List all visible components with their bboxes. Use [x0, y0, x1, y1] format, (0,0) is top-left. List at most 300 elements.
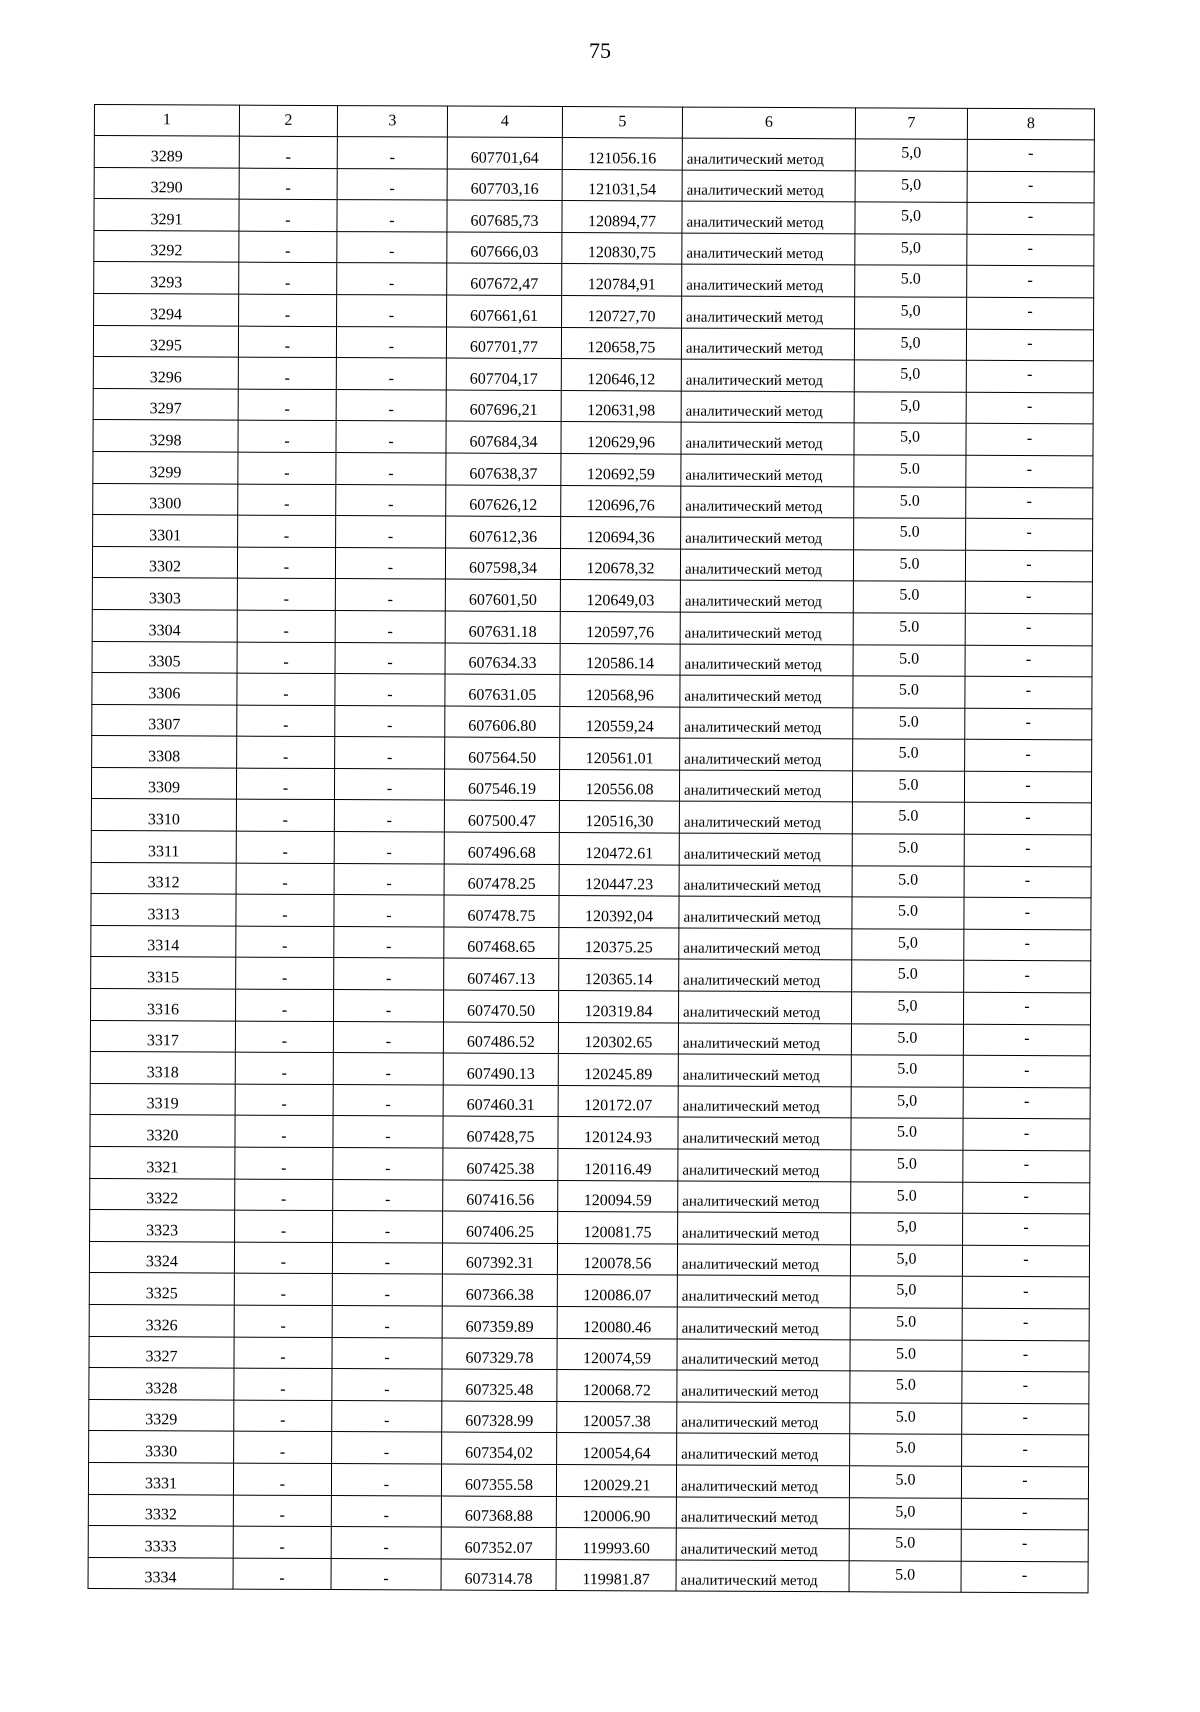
- col3-cell-text: -: [388, 433, 394, 451]
- y-coordinate-cell-text: 120392,04: [584, 907, 653, 926]
- method-cell: [679, 770, 852, 802]
- col3-cell-text: -: [384, 1223, 391, 1241]
- x-coordinate-cell: [447, 169, 562, 201]
- col8-cell-text: -: [1022, 1440, 1028, 1458]
- y-coordinate-cell-text: 120692,59: [586, 465, 655, 483]
- point-number-cell: [92, 673, 237, 705]
- point-number-cell-text: 3322: [146, 1190, 179, 1208]
- x-coordinate-cell-text: 607703,16: [470, 180, 539, 199]
- col2-cell: [237, 578, 335, 610]
- col3-cell: [334, 958, 444, 990]
- accuracy-cell: [849, 1561, 961, 1593]
- table-row: [90, 1210, 1090, 1246]
- col2-cell: [233, 1526, 331, 1558]
- point-number-cell-text: 3316: [147, 1000, 180, 1019]
- table-header-row: [94, 105, 1094, 140]
- x-coordinate-cell-text: 607467.13: [467, 970, 536, 988]
- col3-cell: [332, 1242, 442, 1274]
- col8-cell-text: -: [1023, 1093, 1030, 1111]
- x-coordinate-cell-text: 607470.50: [467, 1002, 536, 1020]
- x-coordinate-cell-text: 607546.19: [467, 781, 537, 799]
- col3-cell-text: -: [387, 528, 394, 546]
- accuracy-cell: [850, 1403, 962, 1435]
- y-coordinate-cell: [559, 896, 679, 928]
- y-coordinate-cell-text: 120631,98: [587, 402, 656, 420]
- point-number-cell: [90, 1083, 235, 1115]
- x-coordinate-cell-text: 607496.68: [467, 844, 536, 862]
- col3-cell-text: -: [388, 370, 394, 388]
- col3-cell: [337, 263, 447, 295]
- col3-cell: [337, 295, 447, 327]
- method-cell-text: аналитический метод: [685, 498, 823, 516]
- col2-cell-text: -: [281, 1064, 287, 1082]
- y-coordinate-cell: [557, 1433, 677, 1465]
- accuracy-cell: [852, 865, 964, 897]
- x-coordinate-cell: [442, 1338, 557, 1370]
- col2-cell-text: -: [279, 1475, 286, 1493]
- x-coordinate-cell: [446, 516, 561, 548]
- accuracy-cell: [849, 1529, 961, 1561]
- col2-cell: [238, 326, 336, 358]
- col2-cell-text: -: [281, 1191, 287, 1209]
- col2-cell: [239, 231, 337, 263]
- point-number-cell-text: 3293: [150, 274, 183, 292]
- col8-cell: [967, 234, 1094, 266]
- method-cell: [682, 201, 855, 233]
- col2-cell-text: -: [283, 559, 290, 577]
- table-row: [90, 1146, 1090, 1182]
- y-coordinate-cell: [559, 959, 679, 991]
- col2-cell-text: -: [281, 1127, 287, 1145]
- x-coordinate-cell-text: 607368.88: [464, 1507, 533, 1526]
- table-row: [91, 831, 1091, 867]
- accuracy-cell: [854, 455, 966, 487]
- table-row: [90, 1020, 1090, 1056]
- col2-cell: [238, 484, 336, 516]
- point-number-cell: [93, 483, 238, 515]
- point-number-cell-text: 3329: [145, 1411, 178, 1429]
- point-number-cell: [94, 293, 239, 325]
- x-coordinate-cell: [442, 1243, 557, 1275]
- col2-cell: [238, 420, 336, 452]
- col8-cell: [962, 1371, 1089, 1403]
- col8-cell: [964, 929, 1091, 961]
- y-coordinate-cell-text: 120678,32: [586, 560, 655, 578]
- col3-cell-text: -: [387, 622, 393, 640]
- x-coordinate-cell-text: 607314.78: [464, 1570, 533, 1589]
- col8-cell: [967, 171, 1094, 203]
- accuracy-cell-text: 5.0: [898, 807, 919, 826]
- col8-cell: [967, 297, 1094, 329]
- col3-cell: [337, 168, 447, 200]
- col8-cell: [967, 139, 1094, 171]
- x-coordinate-cell: [444, 958, 559, 990]
- accuracy-cell: [854, 518, 966, 550]
- point-number-cell-text: 3300: [149, 495, 182, 513]
- col8-cell: [965, 582, 1092, 614]
- method-cell-text: аналитический метод: [685, 403, 823, 421]
- x-coordinate-cell-text: 607490.13: [466, 1065, 535, 1083]
- accuracy-cell: [852, 802, 964, 834]
- col2-cell-text: -: [280, 1380, 286, 1398]
- x-coordinate-cell: [443, 1148, 558, 1180]
- point-number-cell: [91, 799, 236, 831]
- col2-cell: [234, 1273, 332, 1305]
- point-number-cell: [92, 704, 237, 736]
- accuracy-cell: [853, 739, 965, 771]
- method-cell-text: аналитический метод: [685, 467, 823, 484]
- header-col-7: 7: [855, 108, 967, 139]
- col8-cell-text: -: [1027, 176, 1034, 194]
- method-cell: [678, 1054, 851, 1086]
- y-coordinate-cell-text: 120029.21: [582, 1476, 651, 1494]
- col8-cell: [965, 740, 1092, 772]
- x-coordinate-cell-text: 607564.50: [468, 749, 537, 767]
- col8-cell-text: -: [1026, 492, 1032, 510]
- accuracy-cell: [854, 392, 966, 424]
- point-number-cell: [93, 325, 238, 357]
- method-cell: [678, 1149, 851, 1181]
- accuracy-cell: [850, 1371, 962, 1403]
- col3-cell: [336, 326, 446, 358]
- col2-cell-text: -: [282, 843, 288, 861]
- point-number-cell: [94, 199, 239, 231]
- accuracy-cell-text: 5.0: [895, 1376, 916, 1394]
- col2-cell-text: -: [283, 685, 289, 703]
- col3-cell: [336, 421, 446, 453]
- accuracy-cell: [850, 1245, 962, 1277]
- col3-cell: [336, 484, 446, 516]
- y-coordinate-cell: [558, 1085, 678, 1117]
- x-coordinate-cell: [446, 390, 561, 422]
- col2-cell-text: -: [282, 748, 289, 766]
- point-number-cell-text: 3326: [145, 1316, 178, 1334]
- col2-cell-text: -: [283, 527, 290, 545]
- col2-cell: [236, 768, 334, 800]
- accuracy-cell-text: 5.0: [900, 270, 921, 288]
- col3-cell-text: -: [387, 685, 393, 703]
- method-cell: [679, 865, 852, 897]
- table-row: [91, 799, 1091, 835]
- accuracy-cell: [850, 1276, 962, 1308]
- col8-cell-text: -: [1023, 1124, 1030, 1142]
- accuracy-cell: [852, 929, 964, 961]
- col3-cell: [331, 1558, 441, 1590]
- col8-cell: [963, 1087, 1090, 1119]
- method-cell: [677, 1307, 850, 1339]
- accuracy-cell-text: 5,0: [901, 176, 922, 194]
- method-cell: [677, 1339, 850, 1371]
- y-coordinate-cell-text: 120696,76: [586, 497, 655, 515]
- accuracy-cell: [855, 170, 967, 202]
- x-coordinate-cell-text: 607638,37: [469, 465, 538, 483]
- col8-cell-text: -: [1022, 1409, 1028, 1427]
- col8-cell-text: -: [1023, 1282, 1029, 1300]
- col3-cell-text: -: [384, 1412, 390, 1430]
- x-coordinate-cell: [441, 1496, 556, 1528]
- col2-cell: [238, 389, 336, 421]
- col8-cell-text: -: [1021, 1567, 1028, 1585]
- point-number-cell: [91, 989, 236, 1021]
- x-coordinate-cell: [446, 358, 561, 390]
- accuracy-cell-text: 5,0: [896, 1281, 917, 1299]
- point-number-cell-text: 3320: [146, 1127, 179, 1145]
- col2-cell-text: -: [280, 1412, 286, 1430]
- y-coordinate-cell: [560, 675, 680, 707]
- method-cell-text: аналитический метод: [684, 751, 822, 769]
- col2-cell: [233, 1558, 331, 1590]
- col2-cell-text: -: [285, 243, 291, 261]
- col2-cell: [236, 863, 334, 895]
- accuracy-cell-text: 5.0: [896, 1187, 917, 1205]
- col8-cell: [965, 613, 1092, 645]
- point-number-cell: [92, 736, 237, 768]
- accuracy-cell: [851, 1087, 963, 1119]
- method-cell: [680, 707, 853, 739]
- col3-cell-text: -: [384, 1254, 391, 1272]
- x-coordinate-cell: [445, 548, 560, 580]
- x-coordinate-cell: [444, 832, 559, 864]
- x-coordinate-cell: [445, 706, 560, 738]
- table-row: [89, 1241, 1089, 1277]
- y-coordinate-cell-text: 120081.75: [583, 1223, 652, 1242]
- point-number-cell-text: 3292: [150, 242, 183, 260]
- table-row: [90, 1178, 1090, 1214]
- point-number-cell-text: 3313: [147, 906, 180, 924]
- accuracy-cell: [855, 234, 967, 266]
- col3-cell: [336, 358, 446, 390]
- accuracy-cell-text: 5.0: [899, 492, 920, 510]
- accuracy-cell-text: 5.0: [896, 1155, 917, 1173]
- y-coordinate-cell: [562, 232, 682, 264]
- header-col-1: 1: [94, 105, 239, 137]
- x-coordinate-cell: [447, 263, 562, 295]
- col2-cell-text: -: [282, 875, 288, 893]
- col8-cell-text: -: [1023, 1156, 1030, 1174]
- col2-cell-text: -: [283, 653, 289, 671]
- point-number-cell-text: 3327: [145, 1348, 178, 1366]
- accuracy-cell-text: 5.0: [898, 744, 919, 762]
- x-coordinate-cell: [443, 1180, 558, 1212]
- method-cell: [678, 1117, 851, 1149]
- x-coordinate-cell: [443, 1211, 558, 1243]
- col8-cell-text: -: [1025, 808, 1031, 826]
- y-coordinate-cell-text: 120375.25: [584, 939, 653, 957]
- point-number-cell: [94, 167, 239, 199]
- col8-cell: [962, 1308, 1089, 1340]
- method-cell: [680, 580, 853, 612]
- col8-cell: [962, 1435, 1089, 1467]
- col2-cell: [233, 1495, 331, 1527]
- col8-cell: [966, 487, 1093, 519]
- x-coordinate-cell: [442, 1432, 557, 1464]
- col8-cell: [963, 1056, 1090, 1088]
- col3-cell: [336, 389, 446, 421]
- accuracy-cell-text: 5.0: [898, 871, 919, 889]
- method-cell-text: аналитический метод: [686, 309, 824, 326]
- header-col-2: 2: [239, 105, 337, 136]
- col8-cell-text: -: [1023, 1251, 1029, 1269]
- y-coordinate-cell: [561, 485, 681, 517]
- col3-cell-text: -: [384, 1381, 390, 1399]
- accuracy-cell: [853, 550, 965, 582]
- col8-cell-text: -: [1026, 619, 1032, 637]
- y-coordinate-cell: [561, 453, 681, 485]
- table-row: [90, 1115, 1090, 1151]
- col2-cell-text: -: [284, 369, 290, 387]
- point-number-cell-text: 3306: [148, 684, 181, 703]
- y-coordinate-cell-text: 120365.14: [584, 971, 653, 989]
- table-row: [88, 1557, 1088, 1593]
- point-number-cell: [93, 420, 238, 452]
- col3-cell-text: -: [385, 1001, 392, 1019]
- col8-cell: [964, 898, 1091, 930]
- method-cell-text: аналитический метод: [680, 1509, 818, 1527]
- table-row: [89, 1431, 1089, 1467]
- y-coordinate-cell: [556, 1464, 676, 1496]
- col2-cell: [239, 263, 337, 295]
- point-number-cell-text: 3332: [144, 1506, 177, 1524]
- col3-cell: [332, 1369, 442, 1401]
- method-cell: [681, 422, 854, 454]
- col2-cell-text: -: [285, 180, 291, 198]
- table-row: [92, 641, 1092, 677]
- col3-cell: [332, 1306, 442, 1338]
- col3-cell: [335, 579, 445, 611]
- accuracy-cell-text: 5.0: [896, 1345, 917, 1363]
- col8-cell-text: -: [1022, 1345, 1029, 1363]
- col8-cell-text: -: [1022, 1535, 1028, 1553]
- method-cell: [676, 1465, 849, 1497]
- point-number-cell: [90, 1052, 235, 1084]
- accuracy-cell-text: 5,0: [900, 334, 921, 352]
- table-row: [89, 1304, 1089, 1340]
- col2-cell: [236, 894, 334, 926]
- col2-cell-text: -: [279, 1570, 285, 1588]
- col8-cell: [965, 708, 1092, 740]
- method-cell: [682, 170, 855, 202]
- x-coordinate-cell: [444, 864, 559, 896]
- col2-cell-text: -: [280, 1348, 286, 1367]
- col8-cell-text: -: [1025, 840, 1031, 858]
- col8-cell-text: -: [1027, 208, 1034, 226]
- method-cell-text: аналитический метод: [683, 783, 822, 800]
- col2-cell-text: -: [280, 1254, 287, 1272]
- col3-cell: [333, 1179, 443, 1211]
- point-number-cell-text: 3325: [145, 1285, 178, 1303]
- accuracy-cell-text: 5,0: [900, 239, 921, 257]
- y-coordinate-cell: [556, 1528, 676, 1560]
- accuracy-cell: [855, 139, 967, 171]
- point-number-cell-text: 3328: [145, 1379, 178, 1398]
- point-number-cell: [93, 388, 238, 420]
- x-coordinate-cell-text: 607460.31: [466, 1097, 535, 1115]
- point-number-cell-text: 3299: [149, 463, 182, 481]
- method-cell: [676, 1528, 849, 1560]
- table-row: [94, 262, 1094, 298]
- method-cell-text: аналитический метод: [681, 1288, 819, 1306]
- accuracy-cell: [851, 1023, 963, 1055]
- col2-cell-text: -: [281, 1033, 288, 1051]
- col2-cell-text: -: [284, 432, 290, 450]
- y-coordinate-cell-text: 120124.93: [583, 1129, 653, 1147]
- y-coordinate-cell: [559, 769, 679, 801]
- col8-cell-text: -: [1027, 366, 1033, 384]
- point-number-cell-text: 3303: [148, 590, 181, 608]
- method-cell-text: аналитический метод: [680, 1572, 818, 1590]
- x-coordinate-cell-text: 607672,47: [470, 275, 539, 293]
- col3-cell-text: -: [385, 1128, 391, 1146]
- y-coordinate-cell: [559, 833, 679, 865]
- method-cell: [677, 1275, 850, 1307]
- col2-cell-text: -: [283, 622, 289, 640]
- x-coordinate-cell-text: 607606.80: [468, 717, 537, 736]
- x-coordinate-cell: [444, 927, 559, 959]
- col3-cell: [331, 1495, 441, 1527]
- y-coordinate-cell-text: 120302.65: [584, 1034, 653, 1052]
- point-number-cell: [91, 831, 236, 863]
- col3-cell: [335, 705, 445, 737]
- accuracy-cell-text: 5.0: [897, 1060, 918, 1078]
- x-coordinate-cell: [441, 1464, 556, 1496]
- y-coordinate-cell: [557, 1370, 677, 1402]
- header-col-4: 4: [447, 106, 562, 138]
- y-coordinate-cell-text: 120319.84: [584, 1002, 653, 1021]
- method-cell-text: аналитический метод: [681, 1320, 819, 1337]
- method-cell: [681, 391, 854, 423]
- y-coordinate-cell: [559, 927, 679, 959]
- col8-cell: [966, 392, 1093, 424]
- table-row: [92, 673, 1092, 709]
- y-coordinate-cell: [559, 864, 679, 896]
- accuracy-cell-text: 5,0: [896, 1218, 917, 1236]
- col2-cell: [239, 136, 337, 168]
- col8-cell: [963, 1119, 1090, 1151]
- accuracy-cell-text: 5,0: [900, 302, 921, 320]
- col3-cell: [334, 832, 444, 864]
- accuracy-cell: [850, 1339, 962, 1371]
- accuracy-cell: [853, 676, 965, 708]
- col3-cell-text: -: [385, 1159, 391, 1177]
- method-cell: [679, 896, 852, 928]
- table-row: [91, 862, 1091, 898]
- table-row: [94, 136, 1094, 172]
- method-cell-text: аналитический метод: [682, 1130, 820, 1148]
- table-row: [90, 1083, 1090, 1119]
- col8-cell-text: -: [1025, 682, 1032, 700]
- col3-cell: [332, 1337, 442, 1369]
- col8-cell: [966, 455, 1093, 487]
- table-row: [92, 578, 1092, 614]
- point-number-cell-text: 3319: [146, 1095, 179, 1113]
- point-number-cell: [94, 230, 239, 262]
- point-number-cell: [90, 1146, 235, 1178]
- table-row: [93, 420, 1093, 456]
- y-coordinate-cell: [562, 201, 682, 233]
- col3-cell: [333, 1084, 443, 1116]
- accuracy-cell-text: 5.0: [898, 713, 919, 731]
- col8-cell-text: -: [1022, 1472, 1028, 1490]
- col8-cell: [964, 866, 1091, 898]
- accuracy-cell: [849, 1466, 961, 1498]
- point-number-cell-text: 3301: [149, 526, 182, 545]
- x-coordinate-cell-text: 607701,64: [470, 149, 539, 167]
- col2-cell-text: -: [285, 148, 291, 166]
- x-coordinate-cell-text: 607328.99: [465, 1412, 534, 1431]
- method-cell-text: аналитический метод: [681, 1256, 820, 1274]
- y-coordinate-cell: [560, 738, 680, 770]
- accuracy-cell: [849, 1497, 961, 1529]
